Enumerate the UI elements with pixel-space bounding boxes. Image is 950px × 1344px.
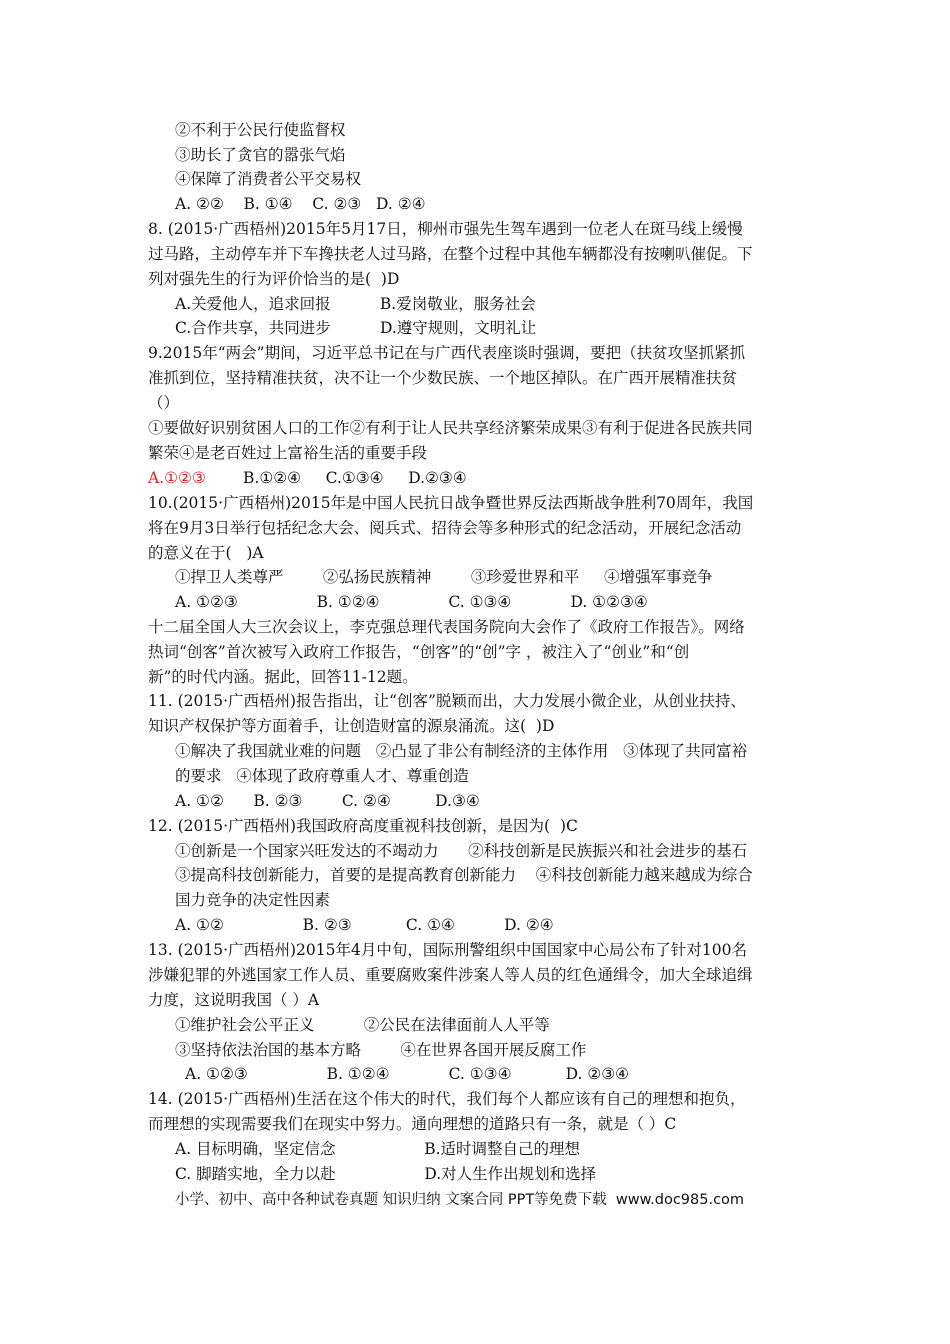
option-line: ①捍卫人类尊严 ②弘扬民族精神 ③珍爱世界和平 ④增强军事竞争 xyxy=(175,568,713,586)
option-line: ③提高科技创新能力，首要的是提高教育创新能力 ④科技创新能力越来越成为综合 xyxy=(175,866,753,884)
option-line: ①创新是一个国家兴旺发达的不竭动力 ②科技创新是民族振兴和社会进步的基石 xyxy=(175,842,748,860)
answer-choices: A. ①② B. ②③ C. ①④ D. ②④ xyxy=(175,916,554,934)
question-11-text: 11. (2015·广西梧州)报告指出，让“创客”脱颖而出，大力发展小微企业，从创业扶持、 xyxy=(148,692,746,710)
passage-text: 十二届全国人大三次会议上，李克强总理代表国务院向大会作了《政府工作报告》。网络 xyxy=(148,618,745,636)
option-line: ④保障了消费者公平交易权 xyxy=(175,170,362,188)
question-14-text: 14. (2015·广西梧州)生活在这个伟大的时代，我们每个人都应该有自己的理想和抱负， xyxy=(148,1090,746,1108)
question-13-text: 涉嫌犯罪的外逃国家工作人员、重要腐败案件涉案人等人员的红色通缉令，加大全球追缉 xyxy=(148,966,753,984)
question-12-text: 12. (2015·广西梧州)我国政府高度重视科技创新，是因为( )C xyxy=(148,817,578,835)
answer-choices: B.①②④ C.①③④ D.②③④ xyxy=(243,469,467,487)
answer-choices: C. 脚踏实地，全力以赴 D.对人生作出规划和选择 xyxy=(175,1165,597,1183)
option-line: 的要求 ④体现了政府尊重人才、尊重创造 xyxy=(175,767,469,785)
answer-choices: A. 目标明确，坚定信念 B.适时调整自己的理想 xyxy=(175,1140,581,1158)
question-8-text: 过马路，主动停车并下车搀扶老人过马路，在整个过程中其他车辆都没有按喇叭催促。下 xyxy=(148,245,753,263)
question-8-text: 8. (2015·广西梧州)2015年5月17日，柳州市强先生驾车遇到一位老人在斑马线上缓慢 xyxy=(148,220,743,238)
question-10-text: 的意义在于( )A xyxy=(148,544,264,562)
answer-choice-highlighted: A.①②③ xyxy=(148,469,206,487)
option-line: ①解决了我国就业难的问题 ②凸显了非公有制经济的主体作用 ③体现了共同富裕 xyxy=(175,742,748,760)
question-11-text: 知识产权保护等方面着手，让创造财富的源泉涌流。这( )D xyxy=(148,717,555,735)
question-13-text: 力度，这说明我国（ ）A xyxy=(148,991,320,1009)
question-9-text: 9.2015年“两会”期间，习近平总书记在与广西代表座谈时强调，要把（扶贫攻坚抓紧抓 xyxy=(148,344,746,362)
passage-text: 新”的时代内涵。据此，回答11-12题。 xyxy=(148,668,418,686)
answer-choices: A. ①② B. ②③ C. ②④ D.③④ xyxy=(175,792,480,810)
question-9-text: ①要做好识别贫困人口的工作②有利于让人民共享经济繁荣成果③有利于促进各民族共同 xyxy=(148,419,753,437)
question-8-text: 列对强先生的行为评价恰当的是( )D xyxy=(148,270,400,288)
question-10-text: 将在9月3日举行包括纪念大会、阅兵式、招待会等多种形式的纪念活动，开展纪念活动 xyxy=(148,519,742,537)
footer-text: 小学、初中、高中各种试卷真题 知识归纳 文案合同 PPT等免费下载 www.doc985.com xyxy=(175,1192,745,1208)
answer-choices: A.关爱他人，追求回报 B.爱岗敬业，服务社会 xyxy=(175,295,536,313)
question-9-text: 繁荣④是老百姓过上富裕生活的重要手段 xyxy=(148,444,428,462)
question-9-text: （） xyxy=(148,394,180,412)
question-10-text: 10.(2015·广西梧州)2015年是中国人民抗日战争暨世界反法西斯战争胜利70周年，我国 xyxy=(148,494,754,512)
option-line: ②不利于公民行使监督权 xyxy=(175,121,346,139)
answer-choices: A. ①②③ B. ①②④ C. ①③④ D. ②③④ xyxy=(185,1065,630,1083)
passage-text: 热词“创客”首次被写入政府工作报告，“创客”的“创”字 ，被注入了“创业”和“创 xyxy=(148,643,690,661)
option-line: ③坚持依法治国的基本方略 ④在世界各国开展反腐工作 xyxy=(175,1041,587,1059)
question-14-text: 而理想的实现需要我们在现实中努力。通向理想的道路只有一条，就是（ ）C xyxy=(148,1115,677,1133)
answer-choices: A. ②② B. ①④ C. ②③ D. ②④ xyxy=(175,195,426,213)
answer-choices: A. ①②③ B. ①②④ C. ①③④ D. ①②③④ xyxy=(175,593,648,611)
option-line: ③助长了贪官的嚣张气焰 xyxy=(175,146,346,164)
option-line: ①维护社会公平正义 ②公民在法律面前人人平等 xyxy=(175,1016,550,1034)
question-9-text: 准抓到位，坚持精准扶贫，决不让一个少数民族、一个地区掉队。在广西开展精准扶贫 xyxy=(148,369,738,387)
question-13-text: 13. (2015·广西梧州)2015年4月中旬，国际刑警组织中国国家中心局公布了针对100名 xyxy=(148,941,747,959)
answer-choices: C.合作共享，共同进步 D.遵守规则，文明礼让 xyxy=(175,319,537,337)
option-line: 国力竞争的决定性因素 xyxy=(175,891,331,909)
